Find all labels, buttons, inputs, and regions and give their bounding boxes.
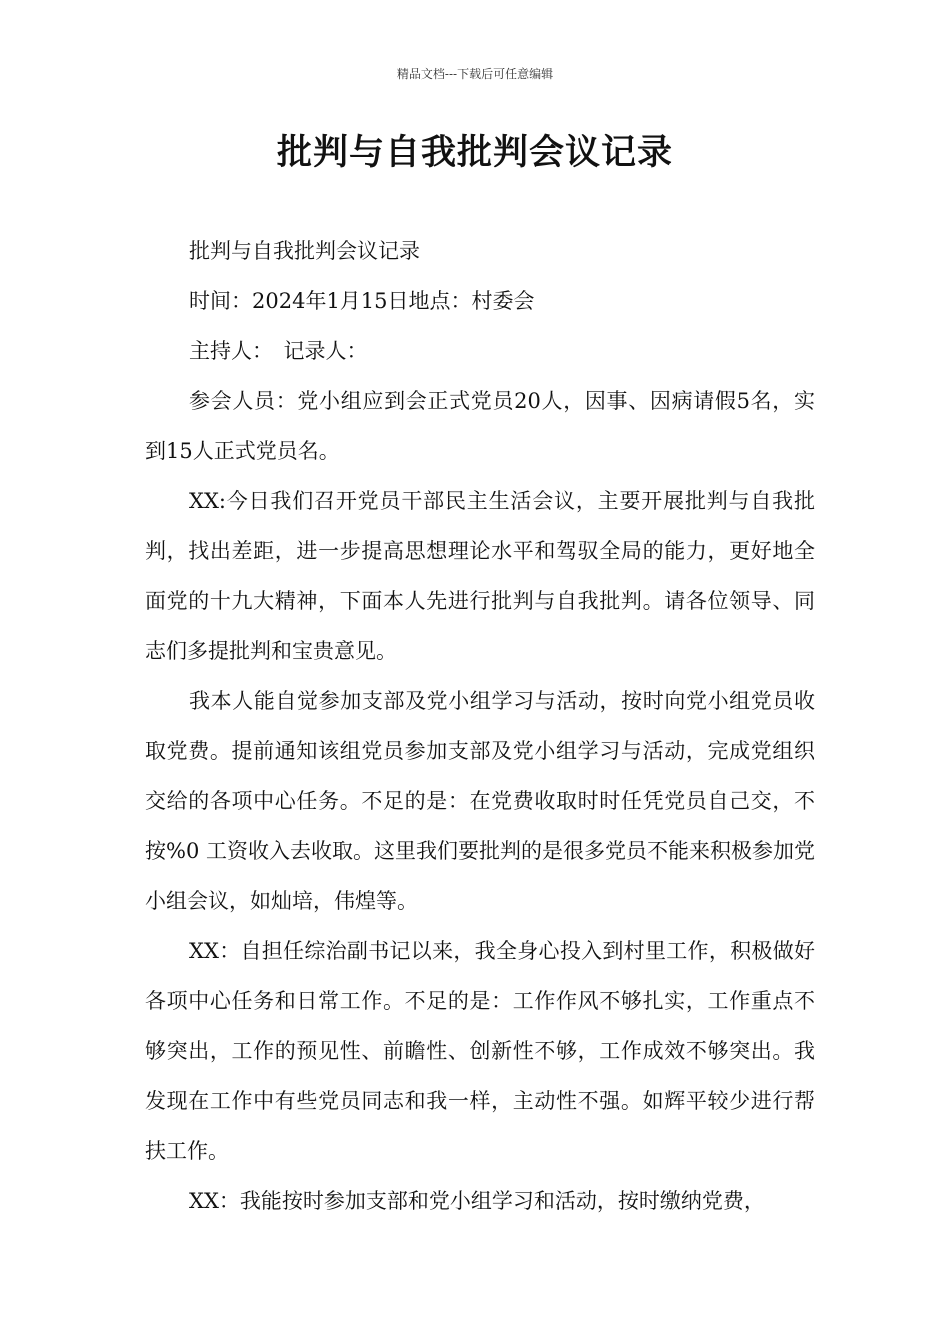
header-note: 精品文档---下载后可任意编辑 (396, 67, 554, 81)
document-body (145, 226, 815, 1226)
paragraph-attendees: 参会人员：党小组应到会正式党员20人，因事、因病请假5名，实到15人正式党员名。 (145, 389, 815, 463)
paragraph-self-criticism-1: 我本人能自觉参加支部及党小组学习与活动，按时向党小组党员收取党费。提前通知该组党员参加支部及党小组学习与活动，完成党组织交给的各项中心任务。不足的是：在党费收取时时任凭党员自己交，不按%0 工资收入去收取。这里我们要批判的是很多党员不能来积极参加党小组会议，如灿培，伟煌等。 (145, 689, 815, 913)
paragraph-self-criticism-2: XX：自担任综治副书记以来，我全身心投入到村里工作，积极做好各项中心任务和日常工作。不足的是：工作作风不够扎实，工作重点不够突出，工作的预见性、前瞻性、创新性不够，工作成效不够突出。我发现在工作中有些党员同志和我一样，主动性不强。如辉平较少进行帮扶工作。 (145, 939, 815, 1163)
paragraph-host-recorder: 主持人： 记录人： (189, 339, 368, 363)
paragraph-subtitle: 批判与自我批判会议记录 (189, 239, 420, 263)
paragraph-opening-remarks: XX:今日我们召开党员干部民主生活会议，主要开展批判与自我批判，找出差距，进一步提高思想理论水平和驾驭全局的能力，更好地全面党的十九大精神，下面本人先进行批判与自我批判。请各位领导、同志们多提批判和宝贵意见。 (145, 489, 815, 663)
paragraph-time-location: 时间：2024年1月15日地点：村委会 (189, 289, 535, 313)
paragraph-self-criticism-3: XX：我能按时参加支部和党小组学习和活动，按时缴纳党费， (189, 1189, 765, 1213)
document-title: 批判与自我批判会议记录 (276, 133, 673, 173)
